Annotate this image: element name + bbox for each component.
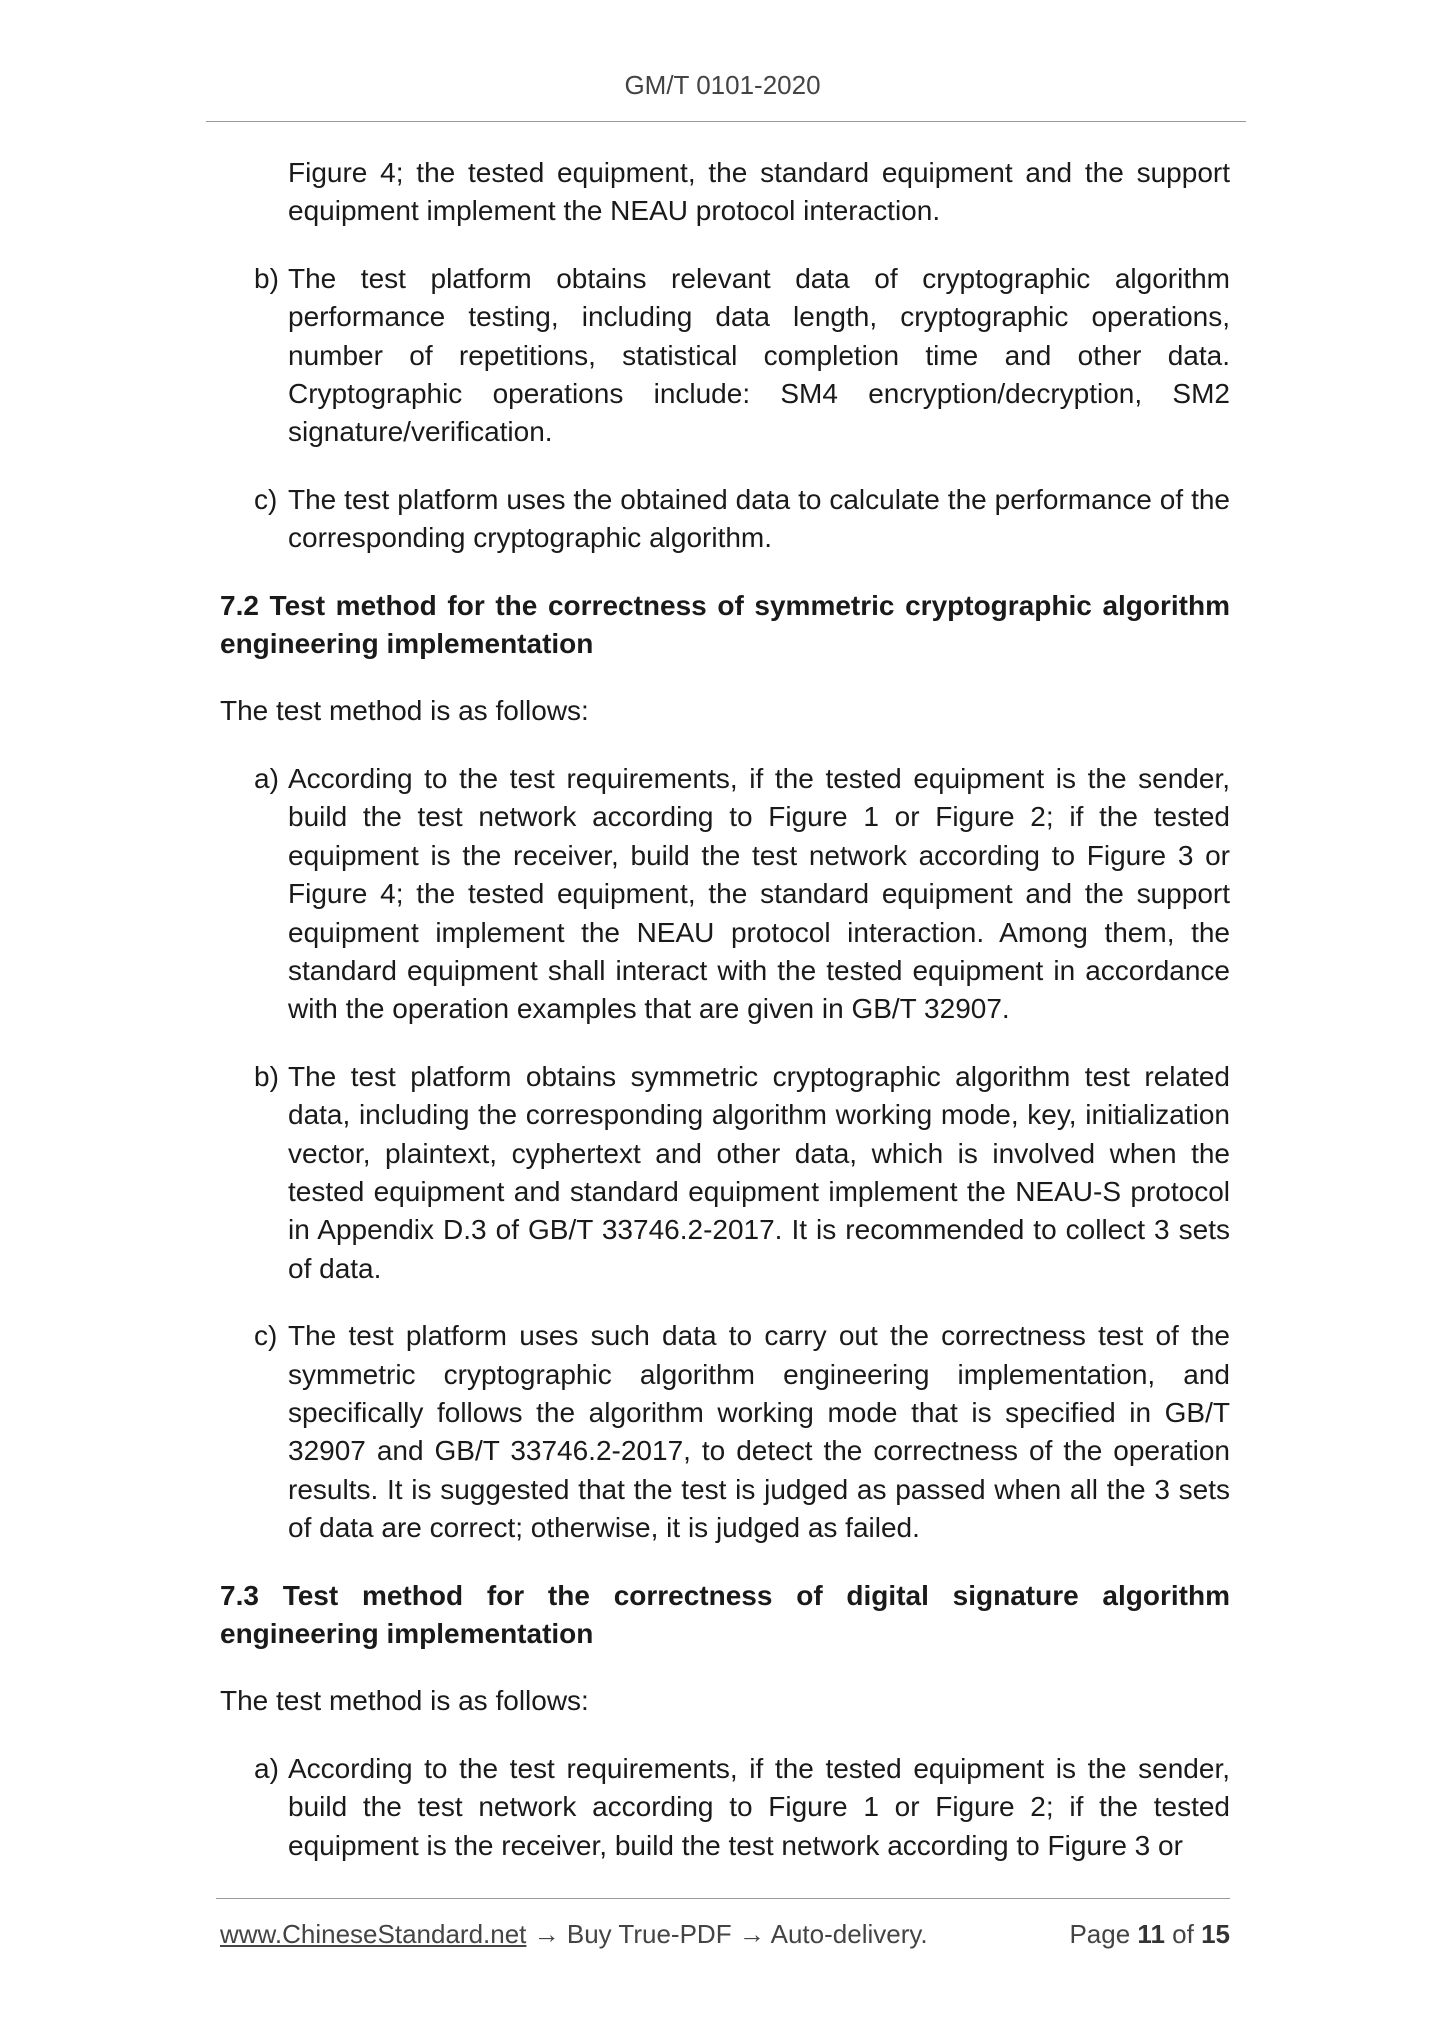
list-item-text: The test platform uses such data to carry out the correctness test of the symmetric cryptographic algorithm engineering implementation, and specifically follows the algorithm working mode that is specified in GB/T 32907 and GB/T 33746.2-2017, to detect the correctness of the operation results. It is suggested that the test is judged as passed when all the 3 sets of data are correct; otherwise, it is judged as failed. [288,1320,1230,1544]
list-item-c [220,481,1230,558]
list-marker: b) [254,1060,279,1092]
page-of-label: of [1172,1919,1194,1949]
auto-delivery-text: Auto-delivery. [770,1919,928,1949]
list-item-text: The test platform uses the obtained data to calculate the performance of the corresponding cryptographic algorithm. [288,483,1230,554]
section-intro: The test method is as follows: [220,1685,589,1717]
list-item-text: The test platform obtains symmetric cryptographic algorithm test related data, including the corresponding algorithm working mode, key, initialization vector, plaintext, cyphertext and other data, which is involved when the tested equipment and standard equipment implement the NEAU-S protocol in Appendix D.3 of GB/T 33746.2-2017. It is recommended to collect 3 sets of data. [288,1060,1230,1284]
list-item-a [220,1750,1230,1865]
list-item-text: The test platform obtains relevant data of cryptographic algorithm performance testing, including data length, cryptographic operations, number of repetitions, statistical completion time and other data. Cryptographic operations include: SM4 encryption/decryption, SM2 signature/verification. [288,262,1230,448]
continued-paragraph: Figure 4; the tested equipment, the standard equipment and the support equipment implement the NEAU protocol interaction. [288,157,1230,227]
arrow-right-icon: → [738,1919,765,1949]
section-heading-7-3: 7.3 Test method for the correctness of digital signature algorithm engineering implementation [220,1579,1230,1649]
buy-true-pdf-text: Buy True-PDF [566,1919,732,1949]
document-code-header: GM/T 0101-2020 [624,70,821,100]
list-item-a [220,760,1230,1029]
footer-divider [216,1898,1230,1899]
current-page-number: 11 [1137,1919,1165,1949]
section-intro: The test method is as follows: [220,695,589,727]
list-item-c [220,1317,1230,1547]
list-marker: c) [254,483,278,515]
website-link[interactable]: www.ChineseStandard.net [220,1919,527,1949]
list-item-text: According to the test requirements, if the tested equipment is the sender, build the test network according to Figure 1 or Figure 2; if the tested equipment is the receiver, build the test network according to Figure 3 or Figure 4; the tested equipment, the standard equipment and the support equipment implement the NEAU protocol interaction. Among them, the standard equipment shall interact with the tested equipment in accordance with the operation examples that are given in GB/T 32907. [288,762,1230,1025]
document-body [220,154,1230,1894]
total-pages-number: 15 [1201,1919,1230,1949]
list-marker: a) [254,762,279,794]
list-marker: b) [254,262,279,294]
section-heading-7-2: 7.2 Test method for the correctness of symmetric cryptographic algorithm engineering implementation [220,589,1230,660]
page-indicator [1069,1919,1230,1950]
list-item-b [220,1058,1230,1288]
list-marker: c) [254,1320,278,1352]
list-item-b [220,260,1230,452]
arrow-right-icon: → [533,1919,560,1949]
list-item-text: According to the test requirements, if the tested equipment is the sender, build the test network according to Figure 1 or Figure 2; if the tested equipment is the receiver, build the test network according to Figure 3 or [288,1752,1230,1861]
page-label: Page [1069,1919,1131,1949]
page-footer [220,1919,1230,1950]
header-divider [206,121,1246,122]
list-marker: a) [254,1752,279,1784]
